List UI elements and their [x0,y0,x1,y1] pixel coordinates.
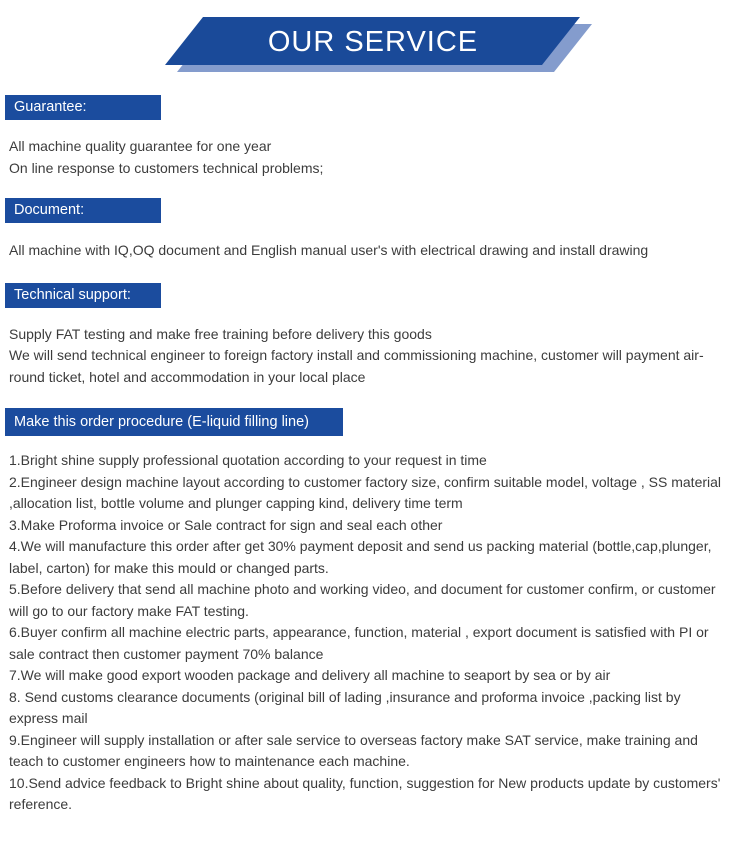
technical-support-line: We will send technical engineer to foreign factory install and commissioning machine, customer will payment air-round ticket, hotel and accommodation in your local place [9,347,704,385]
procedure-step: 6.Buyer confirm all machine electric parts, appearance, function, material , export document is satisfied with PI or sale contract then customer payment 70% balance [9,624,709,662]
procedure-step: 3.Make Proforma invoice or Sale contract for sign and seal each other [9,516,443,533]
procedure-step: 5.Before delivery that send all machine photo and working video, and document for customer confirm, or customer will go to our factory make FAT testing. [9,581,716,619]
guarantee-line: All machine quality guarantee for one year [9,138,272,154]
document-label: Document: [5,198,161,223]
technical-support-line: Supply FAT testing and make free training before delivery this goods [9,325,432,342]
our-service-banner [0,0,750,85]
guarantee-body [0,136,750,179]
order-procedure-label: Make this order procedure (E-liquid filling line) [5,408,343,436]
document-line: All machine with IQ,OQ document and English manual user's with electrical drawing and install drawing [9,242,649,258]
guarantee-line: On line response to customers technical problems; [9,159,324,176]
document-body [0,240,750,262]
banner-title: OUR SERVICE [267,26,479,58]
guarantee-label: Guarantee: [5,95,161,120]
technical-support-label: Technical support: [5,283,161,308]
section-guarantee [0,95,750,179]
section-order-procedure [0,408,750,816]
procedure-step: 4.We will manufacture this order after get 30% payment deposit and send us packing material (bottle,cap,plunger, label, carton) for make this mould or changed parts. [9,538,712,576]
section-document [0,198,750,262]
technical-support-body [0,324,750,389]
procedure-step: 2.Engineer design machine layout according to customer factory size, confirm suitable model, voltage , SS material ,allocation list, bottle volume and plunger capping kind, delivery time term [9,473,722,511]
procedure-step: 9.Engineer will supply installation or after sale service to overseas factory make SAT service, make training and teach to customer engineers how to maintenance each machine. [9,731,698,769]
procedure-step: 1.Bright shine supply professional quotation according to your request in time [9,452,487,468]
section-technical-support [0,283,750,389]
procedure-step: 7.We will make good export wooden package and delivery all machine to seaport by sea or by air [9,667,611,683]
procedure-step: 8. Send customs clearance documents (original bill of lading ,insurance and proforma invoice ,packing list by express mail [9,688,681,726]
order-procedure-list [0,450,750,816]
procedure-step: 10.Send advice feedback to Bright shine about quality, function, suggestion for New products update by customers' reference. [9,774,721,812]
